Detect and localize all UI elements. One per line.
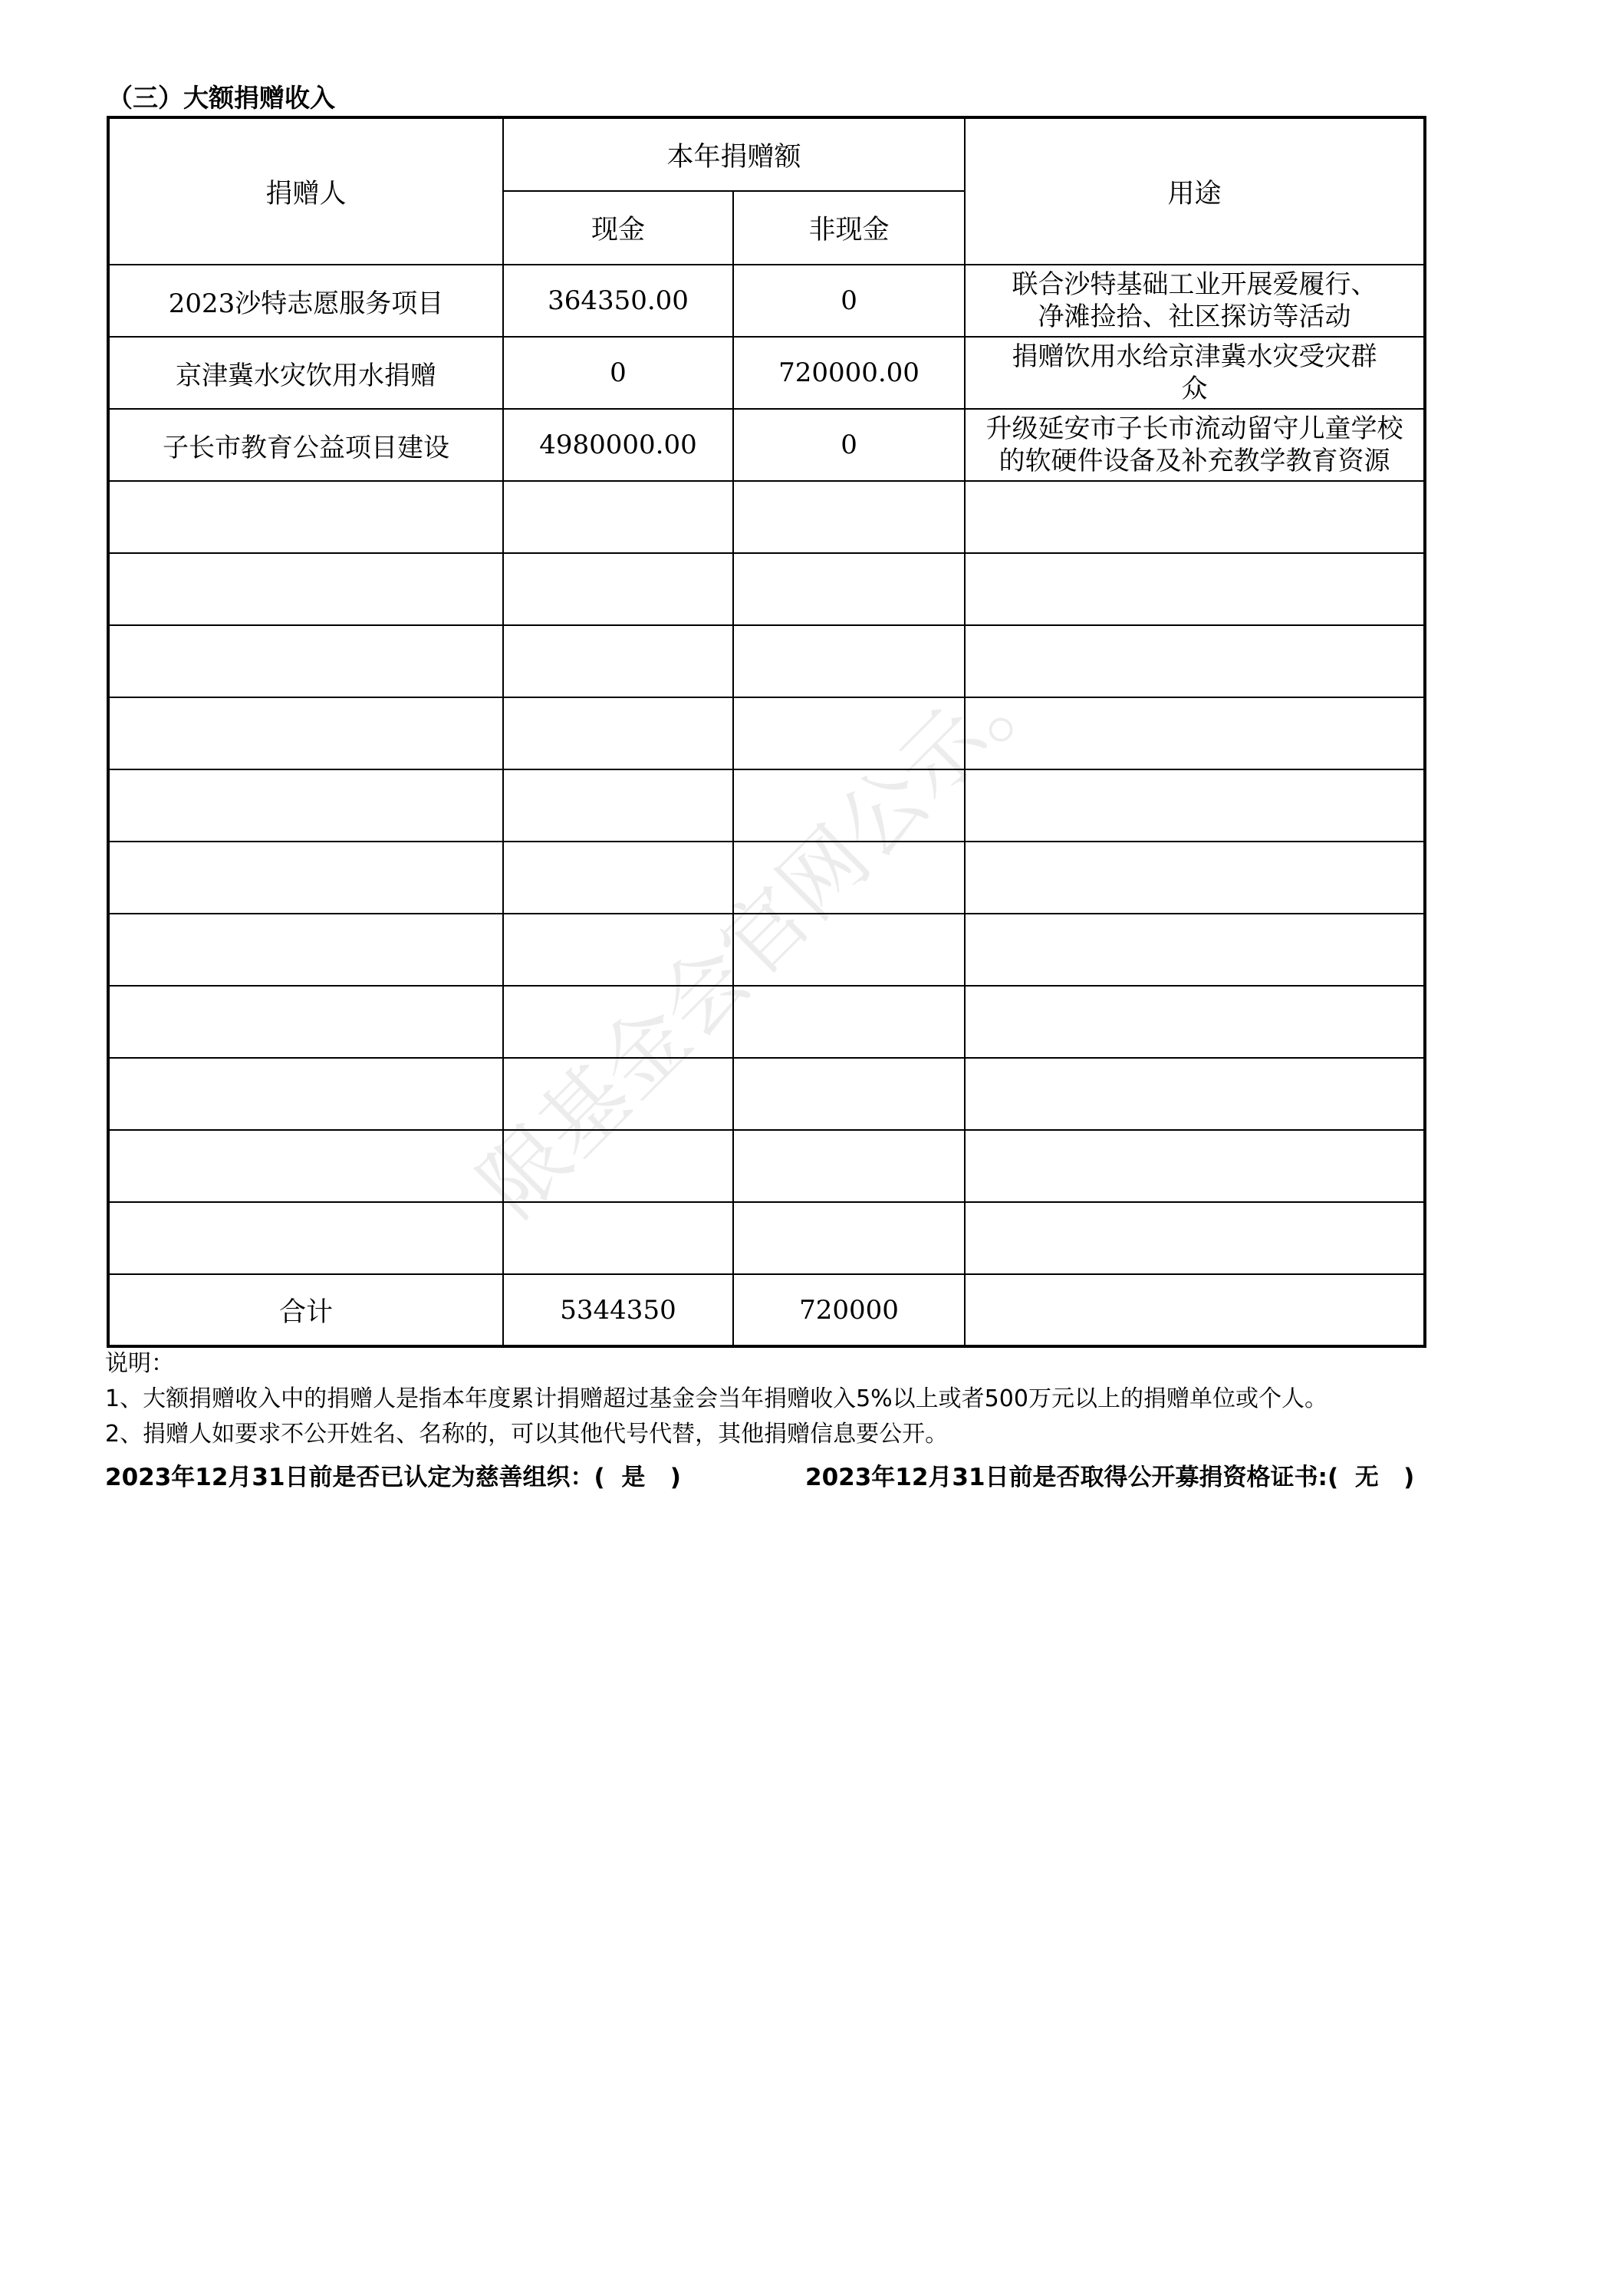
note-item: 2、捐赠人如要求不公开姓名、名称的，可以其他代号代替，其他捐赠信息要公开。 <box>105 1421 949 1448</box>
usage-cell <box>965 337 1425 409</box>
total-non-cash: 720000 <box>733 1274 965 1346</box>
donor-cell: 京津冀水灾饮用水捐赠 <box>108 337 503 409</box>
empty-row <box>108 769 1425 842</box>
empty-row <box>108 914 1425 986</box>
fundraising-certificate-close: ) <box>1403 1464 1415 1491</box>
section-title: （三）大额捐赠收入 <box>107 83 335 113</box>
total-cash: 5344350 <box>503 1274 733 1346</box>
non-cash-cell: 720000.00 <box>733 337 965 409</box>
usage-line: 的软硬件设备及补充教学教育资源 <box>999 446 1390 476</box>
total-row <box>108 1274 1425 1346</box>
total-usage <box>965 1274 1425 1346</box>
usage-line: 捐赠饮用水给京津冀水灾受灾群 <box>1012 341 1377 372</box>
empty-row <box>108 842 1425 914</box>
cash-cell: 364350.00 <box>503 265 733 337</box>
header-amount-group: 本年捐赠额 <box>503 117 965 191</box>
donation-table <box>107 116 1426 1348</box>
total-label: 合计 <box>108 1274 503 1346</box>
fundraising-certificate-value: 无 <box>1354 1464 1379 1491</box>
donor-cell: 子长市教育公益项目建设 <box>108 409 503 481</box>
usage-line: 净滩捡拾、社区探访等活动 <box>1038 301 1351 332</box>
note-item: 1、大额捐赠收入中的捐赠人是指本年度累计捐赠超过基金会当年捐赠收入5%以上或者500万元以上的捐赠单位或个人。 <box>105 1385 1328 1412</box>
usage-cell <box>965 409 1425 481</box>
table-row <box>108 409 1425 481</box>
empty-row <box>108 1130 1425 1202</box>
empty-row <box>108 986 1425 1058</box>
notes-title: 说明： <box>105 1350 174 1377</box>
header-usage: 用途 <box>965 117 1425 265</box>
empty-row <box>108 481 1425 553</box>
donor-cell: 2023沙特志愿服务项目 <box>108 265 503 337</box>
charity-status-close: ) <box>670 1464 681 1491</box>
usage-line: 众 <box>1181 374 1208 404</box>
usage-cell <box>965 265 1425 337</box>
table-row <box>108 337 1425 409</box>
cash-cell: 4980000.00 <box>503 409 733 481</box>
empty-row <box>108 1058 1425 1130</box>
empty-row <box>108 697 1425 769</box>
non-cash-cell: 0 <box>733 265 965 337</box>
fundraising-certificate-label: 2023年12月31日前是否取得公开募捐资格证书:( <box>805 1464 1339 1491</box>
charity-status-label: 2023年12月31日前是否已认定为慈善组织：( <box>105 1464 605 1491</box>
cash-cell: 0 <box>503 337 733 409</box>
empty-row <box>108 625 1425 697</box>
header-non-cash: 非现金 <box>733 191 965 265</box>
empty-row <box>108 1202 1425 1274</box>
table-row <box>108 265 1425 337</box>
watermark: 限基金会官网公示。 <box>461 629 1068 1236</box>
fundraising-certificate <box>805 1458 1414 1492</box>
header-cash: 现金 <box>503 191 733 265</box>
usage-line: 升级延安市子长市流动留守儿童学校 <box>985 413 1403 444</box>
notes <box>105 1346 1328 1452</box>
charity-status <box>105 1458 681 1492</box>
header-donor: 捐赠人 <box>108 117 503 265</box>
empty-row <box>108 553 1425 625</box>
non-cash-cell: 0 <box>733 409 965 481</box>
charity-status-value: 是 <box>621 1464 646 1491</box>
usage-line: 联合沙特基础工业开展爱履行、 <box>1012 269 1377 300</box>
